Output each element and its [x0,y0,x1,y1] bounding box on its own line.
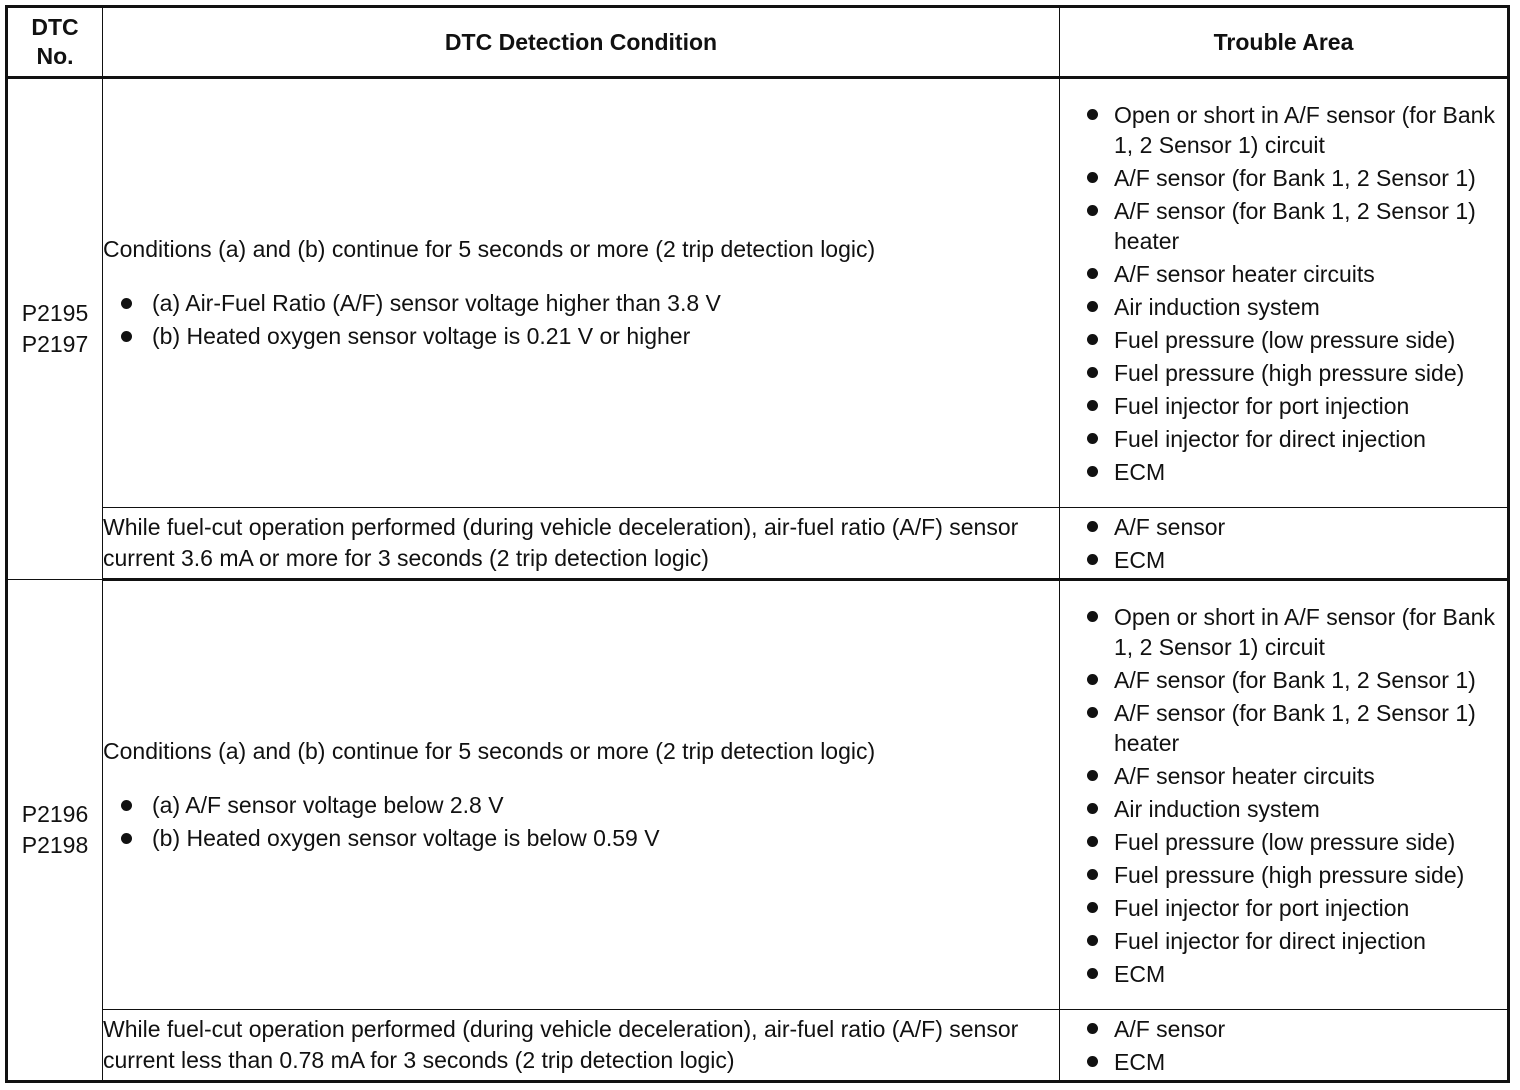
trouble-area-item: Fuel pressure (high pressure side) [1060,358,1507,388]
table-row [7,78,1509,508]
trouble-area-item: Fuel injector for direct injection [1060,926,1507,956]
trouble-area-item: A/F sensor (for Bank 1, 2 Sensor 1) [1060,665,1507,695]
condition-bullet: (b) Heated oxygen sensor voltage is 0.21 V or higher [103,320,1059,353]
trouble-area [1060,579,1509,1009]
trouble-area-item: A/F sensor (for Bank 1, 2 Sensor 1) heater [1060,196,1507,256]
table-row [7,579,1509,1009]
trouble-area-item: A/F sensor heater circuits [1060,761,1507,791]
dtc-code-cell [7,78,103,580]
header-trouble-area: Trouble Area [1060,7,1509,78]
header-dtc-no: DTC No. [7,7,103,78]
dtc-code: P2198 [21,831,89,858]
detection-condition: While fuel-cut operation performed (during vehicle deceleration), air-fuel ratio (A/F) sensor current 3.6 mA or more for 3 seconds (2 trip detection logic) [103,508,1060,580]
condition-bullet: (a) Air-Fuel Ratio (A/F) sensor voltage higher than 3.8 V [103,287,1059,320]
condition-intro: Conditions (a) and (b) continue for 5 seconds or more (2 trip detection logic) [103,737,876,764]
trouble-area-item: Open or short in A/F sensor (for Bank 1, 2 Sensor 1) circuit [1060,602,1507,662]
condition-intro: Conditions (a) and (b) continue for 5 seconds or more (2 trip detection logic) [103,235,876,262]
dtc-table [5,5,1510,1083]
detection-condition [103,579,1060,1009]
trouble-area-item: A/F sensor heater circuits [1060,259,1507,289]
trouble-area [1060,1010,1509,1082]
trouble-area-item: A/F sensor (for Bank 1, 2 Sensor 1) [1060,163,1507,193]
trouble-area-item: Air induction system [1060,794,1507,824]
dtc-code: P2196 [21,800,89,827]
condition-bullet: (a) A/F sensor voltage below 2.8 V [103,789,1059,822]
trouble-area [1060,508,1509,580]
trouble-area-item: A/F sensor [1060,512,1507,542]
detection-condition [103,78,1060,508]
dtc-code: P2195 [21,299,89,326]
header-condition: DTC Detection Condition [103,7,1060,78]
trouble-area-item: ECM [1060,457,1507,487]
condition-bullet: (b) Heated oxygen sensor voltage is below 0.59 V [103,822,1059,855]
trouble-area-item: Fuel pressure (low pressure side) [1060,827,1507,857]
trouble-area-item: Fuel injector for direct injection [1060,424,1507,454]
dtc-code: P2197 [21,330,89,357]
trouble-area-item: Open or short in A/F sensor (for Bank 1, 2 Sensor 1) circuit [1060,100,1507,160]
trouble-area-item: Fuel injector for port injection [1060,391,1507,421]
trouble-area-item: Fuel injector for port injection [1060,893,1507,923]
trouble-area-item: Fuel pressure (high pressure side) [1060,860,1507,890]
trouble-area-item: ECM [1060,545,1507,575]
trouble-area-item: ECM [1060,1047,1507,1077]
table-row [7,508,1509,580]
dtc-code-cell [7,579,103,1081]
header-row [7,7,1509,78]
trouble-area-item: A/F sensor (for Bank 1, 2 Sensor 1) heater [1060,698,1507,758]
trouble-area [1060,78,1509,508]
table-row [7,1010,1509,1082]
trouble-area-item: ECM [1060,959,1507,989]
detection-condition: While fuel-cut operation performed (during vehicle deceleration), air-fuel ratio (A/F) sensor current less than 0.78 mA for 3 seconds (2 trip detection logic) [103,1010,1060,1082]
trouble-area-item: Air induction system [1060,292,1507,322]
trouble-area-item: Fuel pressure (low pressure side) [1060,325,1507,355]
trouble-area-item: A/F sensor [1060,1014,1507,1044]
